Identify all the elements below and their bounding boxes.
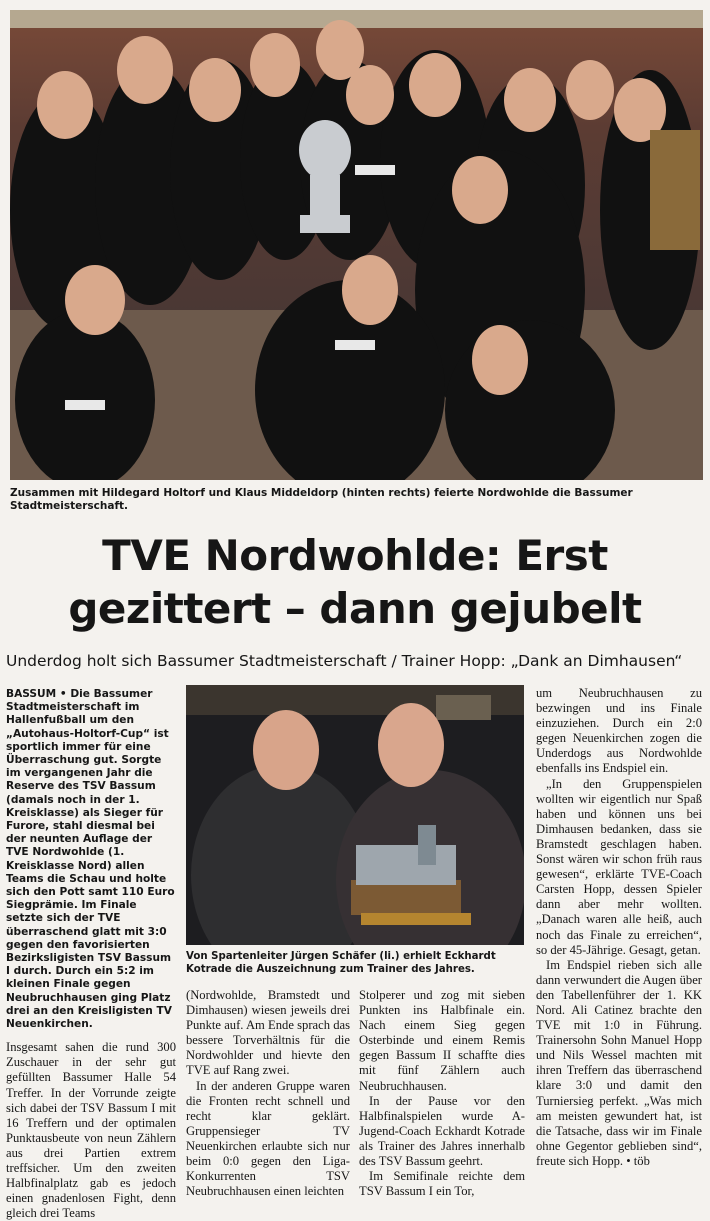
subheadline: Underdog holt sich Bassumer Stadtmeisterschaft / Trainer Hopp: „Dank an Dimhausen“ <box>6 652 683 670</box>
article-paragraph: Im Endspiel rieben sich alle dann verwundert die Augen über den Tabellenführer der 1. KK Nord. Ali Catinez brachte den TVE mit 1:0 in Führung. Trainersohn Sohn Manuel Hopp und Nils Wessel machten mit ihren Treffern das überraschend klare 3:0 und damit den Turniersieg perfekt. „Was mich am meisten gewundert hat, ist die Tatsache, dass wir im Finale ohne Gegentor geblieben sind“, freute sich Hopp. • töb <box>536 957 702 1168</box>
lead-text: • Die Bassumer Stadtmeisterschaft im Hallenfußball um den „Autohaus-Holtorf-Cup“ ist sportlich immer für eine Überraschung gut. Sorgte im vergangenen Jahr die Reserve des TSV Bassum (damals noch in der 1. Kreisklasse) als Sieger für Furore, stahl diesmal bei der neunten Auflage der TVE Nordwohlde (1. Kreisklasse Nord) allen Teams die Schau und holte sich den Pott samt 110 Euro Siegprämie. Im Finale setzte sich der TVE überraschend glatt mit 3:0 gegen den favorisierten Bezirksligisten TSV Bassum I durch. Durch ein 5:2 im kleinen Finale gegen Neubruchhausen ging Platz drei an den Kreisligisten TV Neuenkirchen. <box>6 688 175 1031</box>
article-paragraph: Insgesamt sahen die rund 300 Zuschauer in der sehr gut gefüllten Bassumer Halle 54 Treffer. In der Vorrunde zeigte sich dabei der TSV Bassum I mit 16 Treffern und der optimalen Punktausbeute von neun Zählern aus drei Partien extrem treffsicher. Um den zweiten Halbfinalplatz gab es jedoch einen gnadenlosen Fight, denn gleich drei Teams <box>6 1040 176 1221</box>
article-column-3 <box>359 988 525 1199</box>
team-photo <box>10 10 703 480</box>
article-paragraph: (Nordwohlde, Bramstedt und Dimhausen) wiesen jeweils drei Punkte auf. Am Ende sprach das bessere Torverhältnis für die Nordwohlder und hievte den TVE auf Rang zwei. <box>186 988 350 1078</box>
article-paragraph: um Neubruchhausen zu bezwingen und ins Finale einzuziehen. Durch ein 2:0 gegen Neuenkirchen zogen die Underdogs aus Nordwohlde ebenfalls ins Endspiel ein. <box>536 686 702 776</box>
headline-line-1: TVE Nordwohlde: Erst <box>102 531 608 580</box>
award-photo <box>186 685 524 945</box>
article-paragraph: In der anderen Gruppe waren die Fronten recht schnell und recht klar geklärt. Gruppensieger TV Neuenkirchen erlaubte sich nur beim 0:0 gegen den Liga-Konkurrenten TSV Neubruchhausen einen leichten <box>186 1078 350 1199</box>
article-paragraph: „In den Gruppenspielen wollten wir eigentlich nur Spaß haben und können uns bei Dimhausen bedanken, dass sie Bramstedt geschlagen haben. Sonst wären wir schon früh raus gewesen“, erklärte TVE-Coach Carsten Hopp, dessen Spieler dann aber mehr wollten. „Danach waren alle heiß, auch noch das Finale zu erreichen“, so der 45-Jährige. Gesagt, getan. <box>536 776 702 957</box>
team-photo-caption: Zusammen mit Hildegard Holtorf und Klaus Middeldorp (hinten rechts) feierte Nordwohlde die Bassumer Stadtmeisterschaft. <box>10 487 633 512</box>
headline-line-2: gezittert – dann gejubelt <box>68 584 642 633</box>
article-column-2 <box>186 988 350 1199</box>
article-paragraph: Stolperer und zog mit sieben Punkten ins Halbfinale ein. Nach einem Sieg gegen Osterbinde und einem Remis gegen Bassum II schaffte dies mit fünf Zählern auch Neubruchhausen. <box>359 988 525 1093</box>
article-column-1 <box>6 688 176 1221</box>
article-paragraph: Im Semifinale reichte dem TSV Bassum I ein Tor, <box>359 1169 525 1199</box>
dateline: BASSUM <box>6 688 57 700</box>
article-column-4 <box>536 686 702 1169</box>
award-photo-caption: Von Spartenleiter Jürgen Schäfer (li.) erhielt Eckhardt Kotrade die Auszeichnung zum Trainer des Jahres. <box>186 951 496 975</box>
article-paragraph: In der Pause vor den Halbfinalspielen wurde A-Jugend-Coach Eckhardt Kotrade als Trainer des Jahres innerhalb des TSV Bassum geehrt. <box>359 1093 525 1169</box>
article-lead <box>6 688 176 1031</box>
